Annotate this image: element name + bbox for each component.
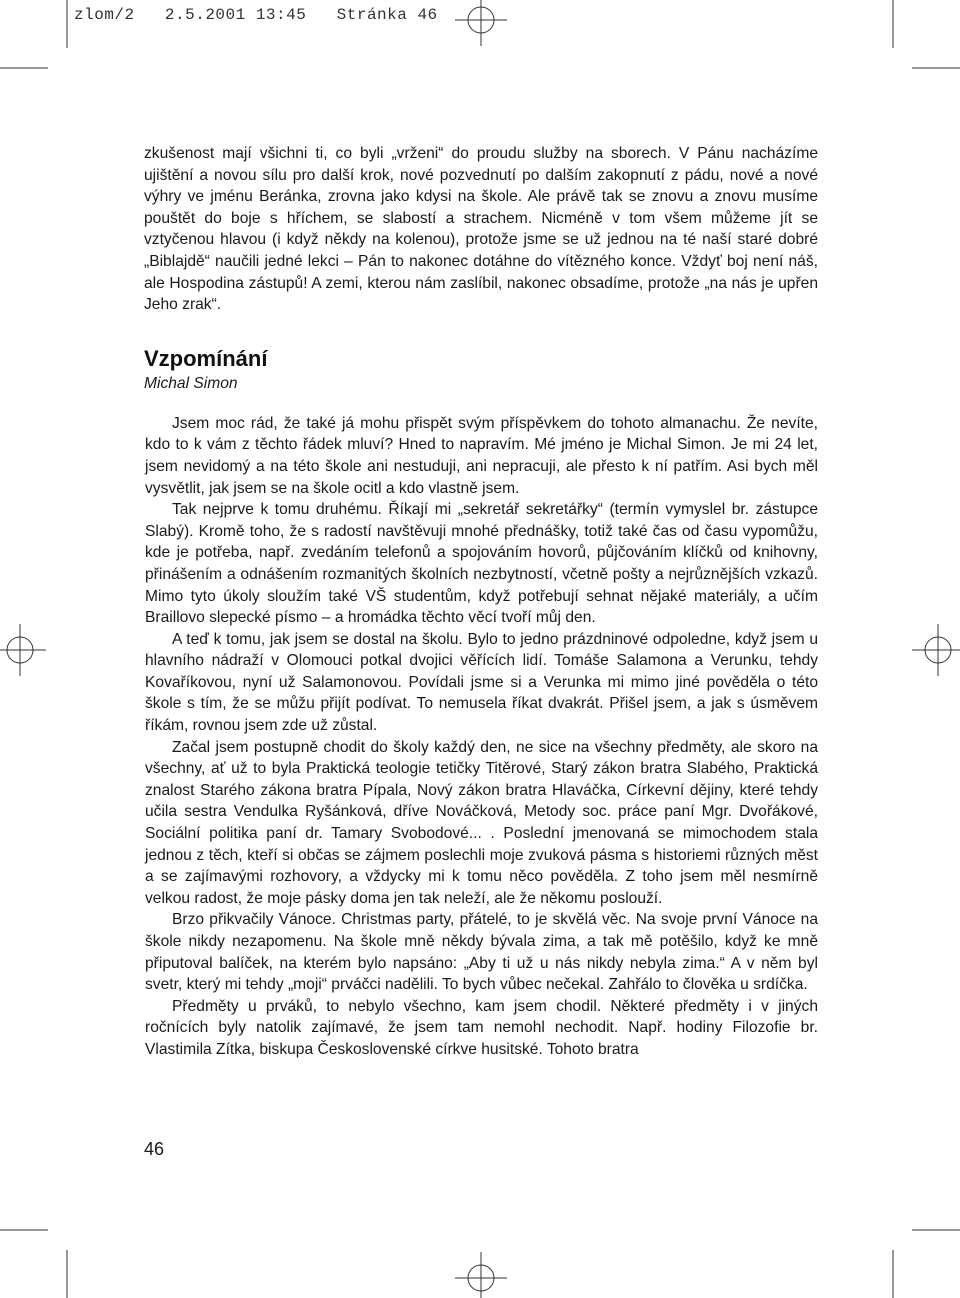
article-paragraph: Začal jsem postupně chodit do školy každý den, ne sice na všechny předměty, ale skoro na všechny, ať už to byla Praktická teologie tetičky Titěrové, Starý zákon bratra Slabého, Praktická znalost Starého zákona bratra Pípala, Nový zákon bratra Hlaváčka, Církevní dějiny, které tehdy učila sestra Vendulka Ryšánková, dříve Nováčková, Metody soc. práce paní Mgr. Dvořákové, Sociální politika paní dr. Tamary Svobodové... . Poslední jmenovaná se mimochodem stala jednou z těch, kteří si občas se zájmem poslechli moje zvuková pásma s historiemi různých měst a se zajímavými rozhovory, a vždycky mi k tomu něco pověděla. Z toho jsem měl nesmírně velkou radost, že moje pásky doma jen tak neleží, ale že někomu poslouží. <box>145 738 818 907</box>
article-body <box>144 413 818 1061</box>
article-title: Vzpomínání <box>144 345 268 371</box>
article-paragraph: Tak nejprve k tomu druhému. Říkají mi „sekretář sekretářky“ (termín vymyslel br. zástupce Slabý). Kromě toho, že s radostí navštěvuji mnohé přednášky, totiž také čas od času vypomůžu, kde je potřeba, např. zvedáním telefonů a spojováním hovorů, půjčováním klíčků od knihovny, přinášením a odnášením rozmanitých školních nezbytností, včetně pošty a nejrůznějších vzkazů. Mimo tyto úkoly sloužím také VŠ studentům, když potřebují sehnat nějaké materiály, a učím Braillovo slepecké písmo – a hromádka těchto věcí tvoří můj den. <box>145 501 818 627</box>
page-number: 46 <box>144 1139 165 1159</box>
print-slug: zlom/2 2.5.2001 13:45 Stránka 46 <box>74 6 438 24</box>
intro-paragraph: zkušenost mají všichni ti, co byli „vrženi“ do proudu služby na sborech. V Pánu nacházíme ujištění a novou sílu pro další krok, nové pozvednutí po dalším zakopnutí z pádu, nové a nové výhry ve jménu Beránka, zrovna jako kdysi na škole. Ale právě tak se znovu a znovu musíme pouštět do boje s hříchem, se slabostí a strachem. Nicméně v tom všem můžeme jít se vztyčenou hlavou (i když někdy na kolenou), protože jsme se už jednou na té naší staré dobré „Biblajdě“ naučili jedné lekci – Pán to nakonec dotáhne do vítězného konce. Vždyť boj není náš, ale Hospodina zástupů! A zemi, kterou nám zaslíbil, nakonec obsadíme, protože „na nás je upřen Jeho zrak“. <box>144 145 818 314</box>
page-content <box>144 143 818 1061</box>
article-paragraph: A teď k tomu, jak jsem se dostal na školu. Bylo to jedno prázdninové odpoledne, když jsem u hlavního nádraží v Olomouci potkal dvojici věřících lidí. Tomáše Salamona a Verunku, tehdy Kovaříkovou, nyní už Salamonovou. Povídali jsme si a Verunka mi mimo jiné pověděla o této škole s tím, že se můžu přijít podívat. To nemusela říkat dvakrát. Přišel jsem, a jak s úsměvem říkám, rovnou jsem zde už zůstal. <box>145 630 818 735</box>
registration-target-bottom <box>455 1252 507 1298</box>
article-author: Michal Simon <box>144 374 238 392</box>
registration-target-left <box>0 624 46 676</box>
article-paragraph: Brzo přikvačily Vánoce. Christmas party, přátelé, to je skvělá věc. Na svoje první Vánoce na škole nikdy nezapomenu. Na škole mně někdy bývala zima, a tak mě potěšilo, když ke mně připutoval balíček, na kterém bylo napsáno: „Aby ti už u nás nikdy nebyla zima.“ A v něm byl svetr, který mi tehdy „moji“ prváčci nadělili. To bych vůbec nečekal. Zahřálo to člověka u srdíčka. <box>145 911 818 994</box>
article-paragraph: Předměty u prváků, to nebylo všechno, kam jsem chodil. Některé předměty i v jiných ročnících byly natolik zajímavé, že jsem tam nemohl nechodit. Např. hodiny Filozofie br. Vlastimila Zítka, biskupa Československé církve husitské. Tohoto bratra <box>145 997 818 1058</box>
registration-target-right <box>912 624 960 676</box>
article-paragraph: Jsem moc rád, že také já mohu přispět svým příspěvkem do tohoto almanachu. Že nevíte, kdo to k vám z těchto řádek mluví? Hned to napravím. Mé jméno je Michal Simon. Je mi 24 let, jsem nevidomý a na této škole ani nestuduji, ani nepracuji, ale přesto k ní patřím. Asi bych měl vysvětlit, jak jsem se na škole ocitl a kdo vlastně jsem. <box>145 414 818 497</box>
registration-target-top <box>455 0 507 46</box>
